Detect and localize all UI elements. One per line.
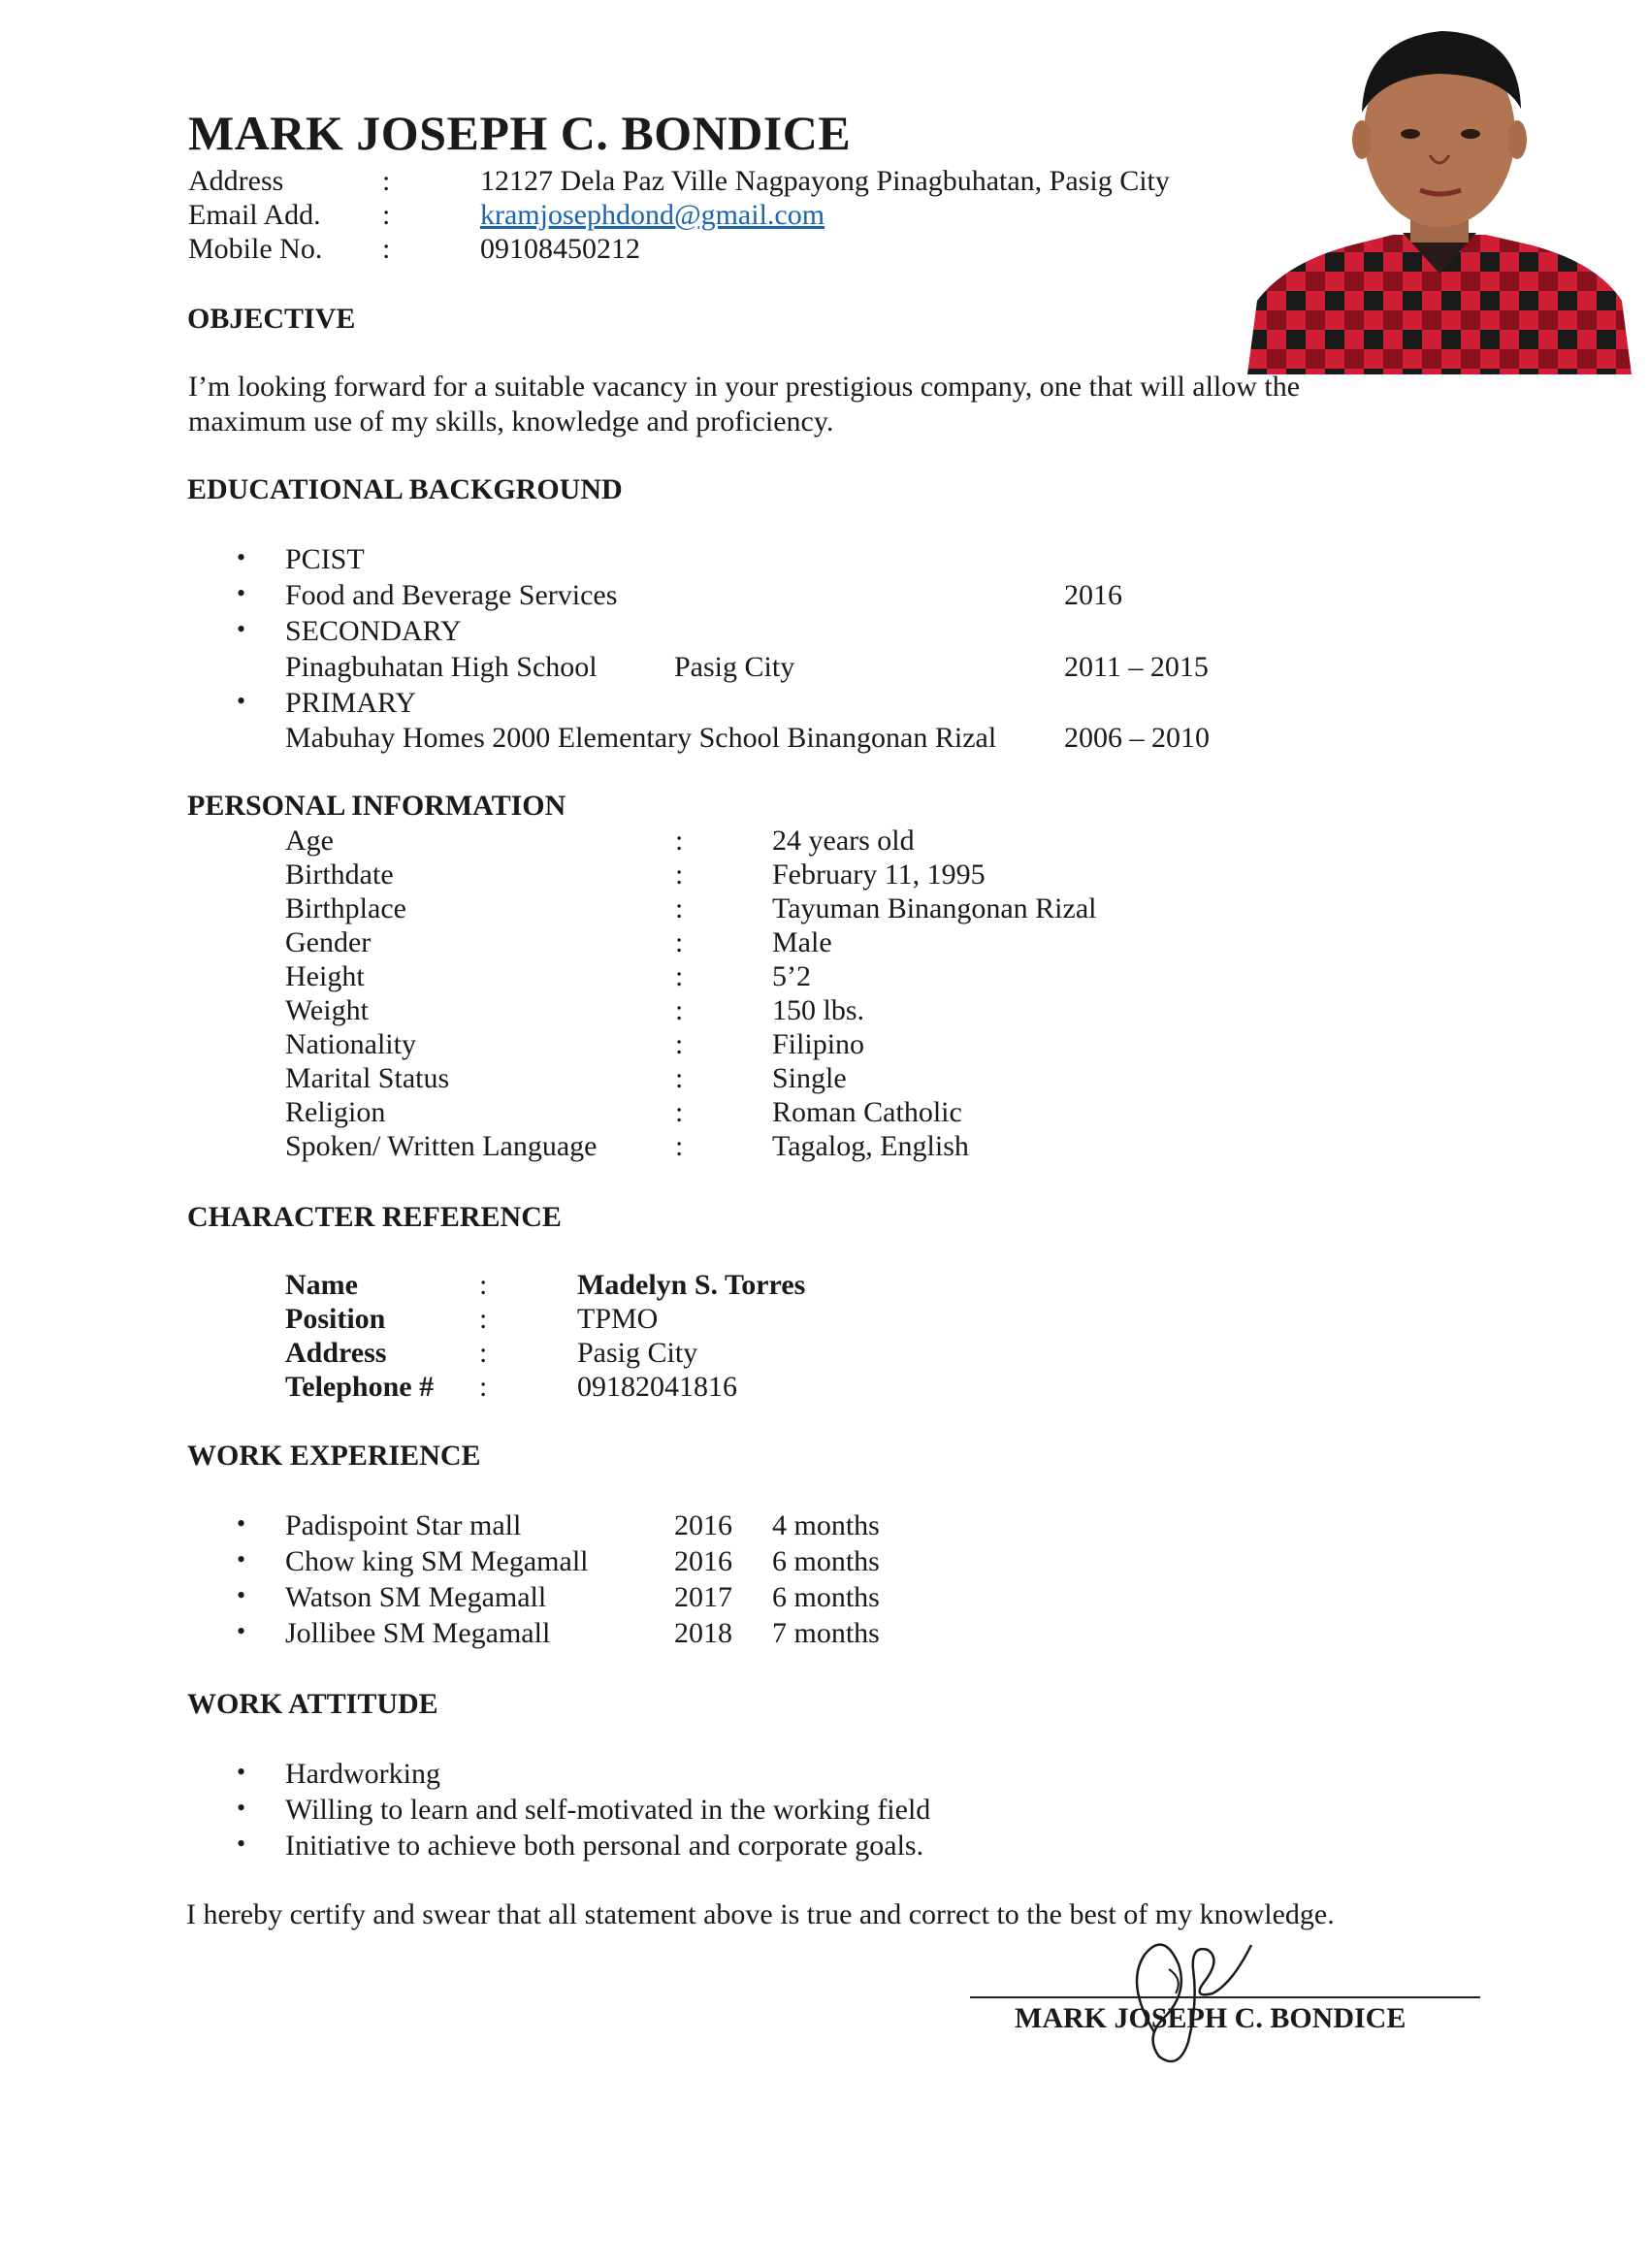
reference-value: 09182041816 <box>577 1371 737 1403</box>
personal-label: Birthdate <box>285 859 394 891</box>
attitude-item: Willing to learn and self-motivated in the working field <box>285 1794 931 1826</box>
work-place: Watson SM Megamall <box>285 1581 547 1613</box>
personal-label: Marital Status <box>285 1062 450 1094</box>
portrait-photo <box>1247 19 1632 374</box>
personal-heading: PERSONAL INFORMATION <box>187 790 566 822</box>
reference-label: Name <box>285 1269 358 1301</box>
personal-value: 150 lbs. <box>772 994 865 1026</box>
address-colon: : <box>382 165 391 197</box>
education-pcist-year: 2016 <box>1064 579 1122 611</box>
education-primary-school: Mabuhay Homes 2000 Elementary School Binangonan Rizal <box>285 722 997 754</box>
education-secondary-school: Pinagbuhatan High School <box>285 651 598 683</box>
bullet-icon: • <box>237 1581 246 1609</box>
attitude-item: Initiative to achieve both personal and corporate goals. <box>285 1830 924 1862</box>
applicant-name: MARK JOSEPH C. BONDICE <box>188 106 852 160</box>
personal-colon: : <box>675 859 684 891</box>
reference-heading: CHARACTER REFERENCE <box>187 1201 562 1233</box>
objective-heading: OBJECTIVE <box>187 303 356 335</box>
work-year: 2016 <box>674 1509 732 1541</box>
bullet-icon: • <box>237 543 246 571</box>
personal-value: Tayuman Binangonan Rizal <box>772 892 1097 924</box>
bullet-icon: • <box>237 1758 246 1786</box>
portrait-illustration <box>1247 19 1632 374</box>
work-year: 2017 <box>674 1581 732 1613</box>
education-primary: PRIMARY <box>285 687 417 719</box>
work-place: Jollibee SM Megamall <box>285 1617 551 1649</box>
reference-colon: : <box>479 1303 488 1335</box>
personal-label: Gender <box>285 926 372 958</box>
mobile-value: 09108450212 <box>480 233 640 265</box>
personal-value: Tagalog, English <box>772 1130 969 1162</box>
bullet-icon: • <box>237 1545 246 1573</box>
bullet-icon: • <box>237 1794 246 1822</box>
work-duration: 6 months <box>772 1581 880 1613</box>
reference-label: Address <box>285 1337 387 1369</box>
reference-value: TPMO <box>577 1303 659 1335</box>
personal-label: Nationality <box>285 1028 416 1060</box>
bullet-icon: • <box>237 579 246 607</box>
mobile-colon: : <box>382 233 391 265</box>
reference-value: Pasig City <box>577 1337 698 1369</box>
bullet-icon: • <box>237 615 246 643</box>
reference-label: Position <box>285 1303 386 1335</box>
personal-colon: : <box>675 825 684 857</box>
email-link[interactable]: kramjosephdond@gmail.com <box>480 199 825 231</box>
personal-value: Roman Catholic <box>772 1096 962 1128</box>
attitude-item: Hardworking <box>285 1758 440 1790</box>
work-duration: 7 months <box>772 1617 880 1649</box>
personal-label: Birthplace <box>285 892 406 924</box>
personal-colon: : <box>675 1130 684 1162</box>
education-primary-years: 2006 – 2010 <box>1064 722 1210 754</box>
personal-value: Single <box>772 1062 847 1094</box>
personal-colon: : <box>675 1062 684 1094</box>
personal-value: Filipino <box>772 1028 865 1060</box>
education-pcist-course: Food and Beverage Services <box>285 579 618 611</box>
signature-scribble <box>1086 1926 1280 2071</box>
personal-colon: : <box>675 892 684 924</box>
reference-colon: : <box>479 1337 488 1369</box>
work-year: 2018 <box>674 1617 732 1649</box>
personal-label: Age <box>285 825 334 857</box>
work-place: Padispoint Star mall <box>285 1509 522 1541</box>
address-value: 12127 Dela Paz Ville Nagpayong Pinagbuhatan, Pasig City <box>480 165 1170 197</box>
education-secondary-years: 2011 – 2015 <box>1064 651 1209 683</box>
reference-label: Telephone # <box>285 1371 435 1403</box>
attitude-heading: WORK ATTITUDE <box>187 1688 438 1720</box>
reference-colon: : <box>479 1269 488 1301</box>
work-year: 2016 <box>674 1545 732 1577</box>
personal-label: Religion <box>285 1096 386 1128</box>
personal-label: Weight <box>285 994 369 1026</box>
work-heading: WORK EXPERIENCE <box>187 1440 481 1472</box>
email-label: Email Add. <box>188 199 321 231</box>
personal-label: Spoken/ Written Language <box>285 1130 598 1162</box>
bullet-icon: • <box>237 1617 246 1645</box>
certification-statement: I hereby certify and swear that all statement above is true and correct to the best of my knowledge. <box>186 1898 1335 1930</box>
personal-value: February 11, 1995 <box>772 859 986 891</box>
personal-colon: : <box>675 1096 684 1128</box>
bullet-icon: • <box>237 687 246 715</box>
personal-value: Male <box>772 926 832 958</box>
education-secondary-city: Pasig City <box>674 651 795 683</box>
address-label: Address <box>188 165 284 197</box>
personal-colon: : <box>675 960 684 992</box>
mobile-label: Mobile No. <box>188 233 323 265</box>
signature-line <box>970 1996 1480 1998</box>
bullet-icon: • <box>237 1509 246 1538</box>
work-duration: 6 months <box>772 1545 880 1577</box>
personal-colon: : <box>675 994 684 1026</box>
bullet-icon: • <box>237 1830 246 1858</box>
reference-colon: : <box>479 1371 488 1403</box>
personal-colon: : <box>675 1028 684 1060</box>
objective-line-2: maximum use of my skills, knowledge and proficiency. <box>188 405 834 437</box>
objective-line-1: I’m looking forward for a suitable vacancy in your prestigious company, one that will allow the <box>188 371 1301 403</box>
personal-colon: : <box>675 926 684 958</box>
education-pcist: PCIST <box>285 543 365 575</box>
personal-value: 5’2 <box>772 960 811 992</box>
personal-label: Height <box>285 960 365 992</box>
education-secondary: SECONDARY <box>285 615 462 647</box>
work-place: Chow king SM Megamall <box>285 1545 589 1577</box>
education-heading: EDUCATIONAL BACKGROUND <box>187 473 623 505</box>
personal-value: 24 years old <box>772 825 915 857</box>
email-colon: : <box>382 199 391 231</box>
signature-name: MARK JOSEPH C. BONDICE <box>1015 2002 1406 2034</box>
reference-value: Madelyn S. Torres <box>577 1269 806 1301</box>
work-duration: 4 months <box>772 1509 880 1541</box>
